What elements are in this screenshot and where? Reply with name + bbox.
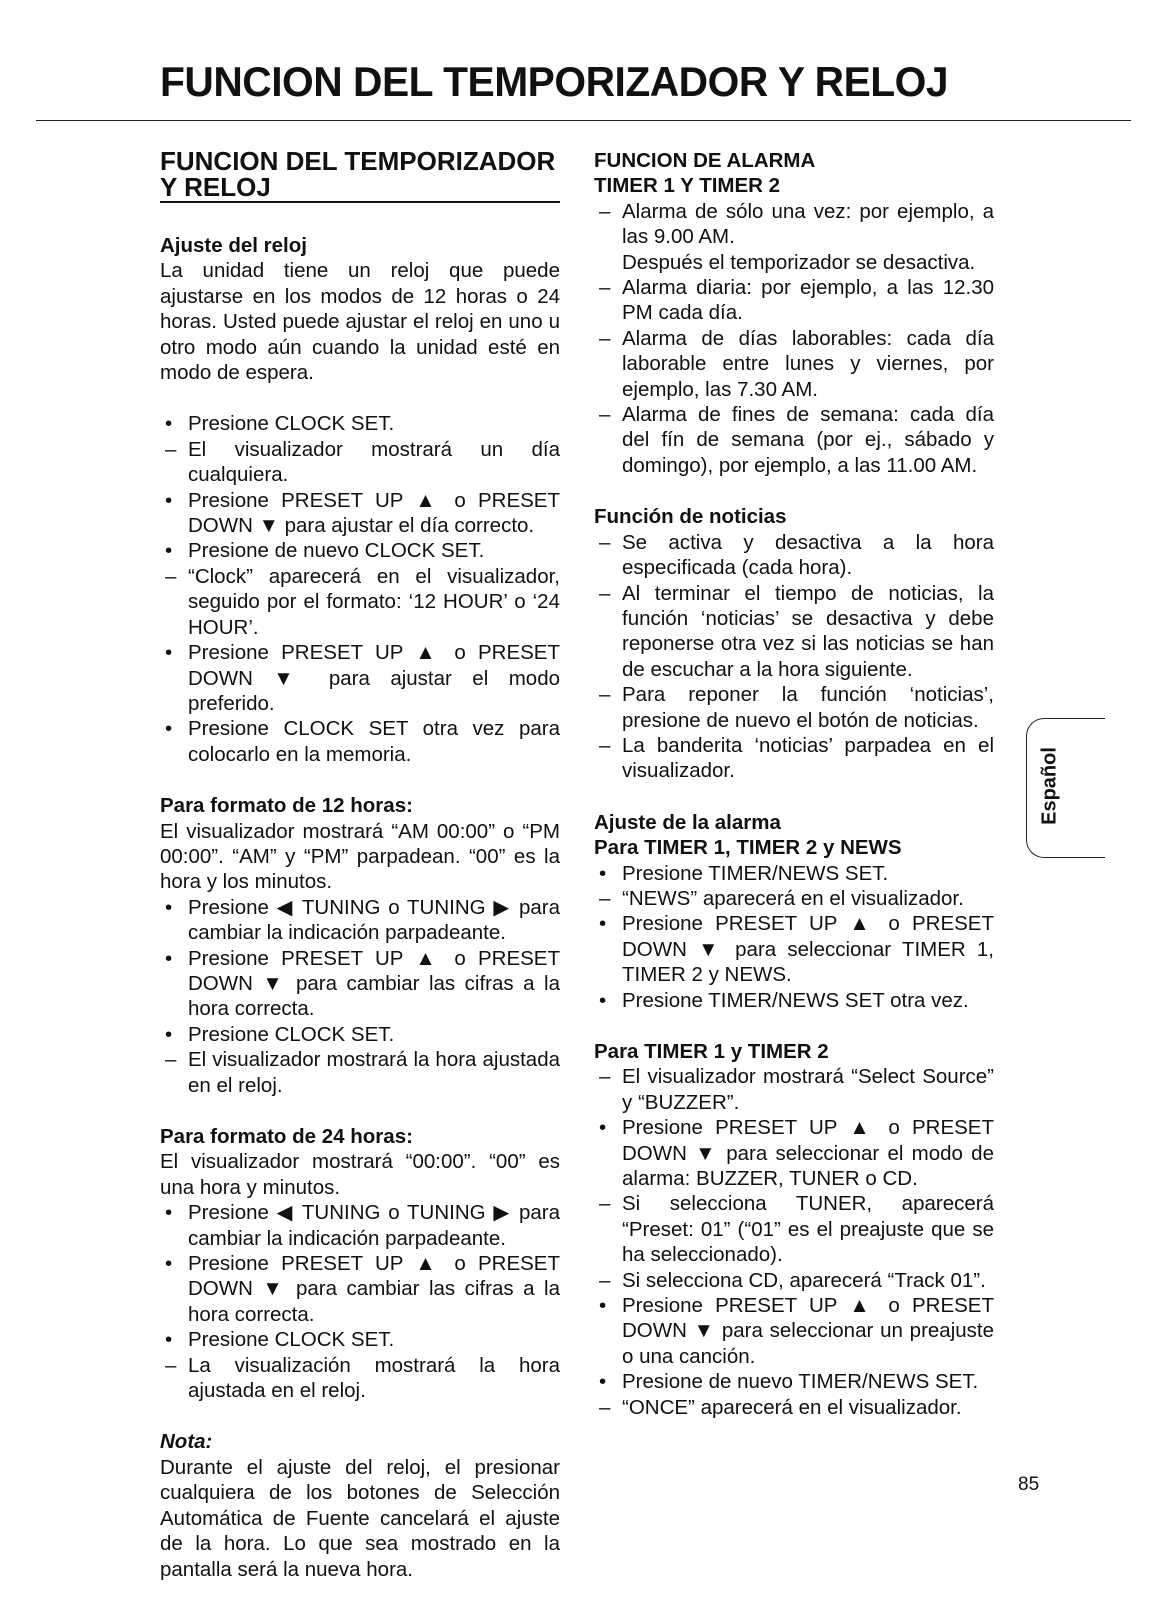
list-marker: – xyxy=(599,530,611,554)
list-marker: • xyxy=(165,1201,173,1225)
list-item-text: Alarma de fines de semana: cada día del fín de semana (por ej., sábado y domingo), por ejemplo, a las 11.00 AM. xyxy=(622,403,994,477)
list-marker: • xyxy=(599,912,607,936)
list-marker: – xyxy=(165,1048,177,1072)
list-marker: – xyxy=(599,199,611,223)
format-12-heading: Para formato de 12 horas: xyxy=(160,794,413,818)
list-item xyxy=(160,895,560,946)
list-item xyxy=(160,437,560,488)
note-heading: Nota: xyxy=(160,1430,213,1454)
timer-steps xyxy=(594,1064,994,1420)
list-marker: • xyxy=(599,861,607,885)
list-item xyxy=(160,1327,560,1352)
list-item xyxy=(594,275,994,326)
list-item xyxy=(160,716,560,767)
list-item-text: Presione PRESET UP ▲ o PRESET DOWN ▼ para seleccionar el modo de alarma: BUZZER, TUNER o CD. xyxy=(622,1116,994,1191)
list-item xyxy=(594,1293,994,1369)
format-12-steps xyxy=(160,895,560,1098)
list-item-text: El visualizador mostrará “Select Source” y “BUZZER”. xyxy=(622,1065,994,1114)
list-marker: – xyxy=(599,733,611,757)
page-number: 85 xyxy=(1018,1474,1040,1495)
list-marker: • xyxy=(599,1370,607,1394)
list-item xyxy=(594,326,994,402)
list-item-text: Presione CLOCK SET. xyxy=(188,412,395,436)
list-marker: • xyxy=(165,1328,173,1352)
list-marker: – xyxy=(165,437,177,461)
list-marker: • xyxy=(599,1116,607,1140)
list-item xyxy=(160,1200,560,1251)
list-item-text: Presione ◀ TUNING o TUNING ▶ para cambiar la indicación parpadeante. xyxy=(188,1201,560,1250)
alarm-heading: FUNCION DE ALARMA TIMER 1 Y TIMER 2 xyxy=(594,149,816,198)
section-title: FUNCION DEL TEMPORIZADOR Y RELOJ xyxy=(160,148,560,203)
list-marker: • xyxy=(165,1022,173,1046)
list-item xyxy=(594,1115,994,1191)
format-24-steps xyxy=(160,1200,560,1403)
list-item xyxy=(160,1353,560,1404)
list-item xyxy=(594,581,994,683)
list-item xyxy=(594,733,994,784)
list-item-text: La visualización mostrará la hora ajustada en el reloj. xyxy=(188,1353,560,1403)
list-marker: – xyxy=(599,403,611,427)
list-item xyxy=(160,1022,560,1047)
list-item xyxy=(160,946,560,1022)
list-marker: • xyxy=(165,1252,173,1276)
list-item-text: Presione PRESET UP ▲ o PRESET DOWN ▼ para ajustar el modo preferido. xyxy=(188,641,560,715)
list-marker: – xyxy=(165,1353,177,1377)
clock-steps xyxy=(160,411,560,767)
list-marker: – xyxy=(599,581,611,605)
clock-intro: La unidad tiene un reloj que puede ajustarse en los modos de 12 horas o 24 horas. Usted puede ajustar el reloj en uno u otro modo aún cuando la unidad esté en modo de espera. xyxy=(160,259,560,385)
list-item xyxy=(160,564,560,640)
list-marker: • xyxy=(599,988,607,1012)
alarm-items xyxy=(594,199,994,478)
list-item-text: Presione CLOCK SET. xyxy=(188,1022,395,1046)
list-item xyxy=(160,411,560,436)
news-heading: Función de noticias xyxy=(594,505,787,529)
clock-heading: Ajuste del reloj xyxy=(160,234,307,257)
list-item-text: Presione CLOCK SET otra vez para colocarlo en la memoria. xyxy=(188,717,560,766)
list-item xyxy=(594,1369,994,1394)
list-item xyxy=(594,402,994,478)
timer-heading: Para TIMER 1 y TIMER 2 xyxy=(594,1040,829,1063)
list-marker: – xyxy=(599,1065,611,1089)
list-item-text: “Clock” aparecerá en el visualizador, seguido por el formato: ‘12 HOUR’ o ‘24 HOUR’. xyxy=(188,564,560,639)
list-marker: • xyxy=(165,412,173,436)
list-item-text: Después el temporizador se desactiva. xyxy=(622,250,976,274)
list-marker: – xyxy=(599,1268,611,1292)
news-items xyxy=(594,530,994,784)
list-item-text: “NEWS” aparecerá en el visualizador. xyxy=(622,886,964,910)
list-marker: – xyxy=(599,326,611,350)
list-item xyxy=(594,199,994,250)
list-item-text: Presione TIMER/NEWS SET otra vez. xyxy=(622,988,969,1012)
list-item xyxy=(594,886,994,911)
list-item-text: Se activa y desactiva a la hora especificada (cada hora). xyxy=(622,530,994,580)
list-item-text: El visualizador mostrará un día cualquiera. xyxy=(188,437,560,487)
list-item xyxy=(594,1268,994,1293)
list-item xyxy=(594,1191,994,1267)
list-item-text: Al terminar el tiempo de noticias, la función ‘noticias’ se desactiva y debe reponerse otra vez si las noticias se han de escuchar a la hora siguiente. xyxy=(622,581,994,681)
list-item-text: La banderita ‘noticias’ parpadea en el visualizador. xyxy=(622,733,994,783)
title-rule xyxy=(36,120,1131,121)
alarm-set-steps xyxy=(594,861,994,1013)
list-marker: • xyxy=(599,1294,607,1318)
list-item-text: Presione PRESET UP ▲ o PRESET DOWN ▼ para ajustar el día correcto. xyxy=(188,488,560,538)
list-item-text: El visualizador mostrará la hora ajustada en el reloj. xyxy=(188,1048,560,1097)
list-item xyxy=(594,250,994,275)
list-item xyxy=(594,530,994,581)
format-24-heading: Para formato de 24 horas: xyxy=(160,1125,413,1148)
list-marker: – xyxy=(165,564,177,588)
list-item xyxy=(160,640,560,716)
list-item-text: Para reponer la función ‘noticias’, presione de nuevo el botón de noticias. xyxy=(622,683,994,732)
list-marker: • xyxy=(165,946,173,970)
list-item-text: Presione PRESET UP ▲ o PRESET DOWN ▼ para seleccionar un preajuste o una canción. xyxy=(622,1294,994,1368)
format-12-intro: El visualizador mostrará “AM 00:00” o “PM 00:00”. “AM” y “PM” parpadean. “00” es la hora y los minutos. xyxy=(160,819,560,894)
list-marker: • xyxy=(165,539,173,563)
list-item xyxy=(160,538,560,563)
list-item xyxy=(160,1047,560,1098)
list-item-text: Si selecciona CD, aparecerá “Track 01”. xyxy=(622,1268,986,1292)
right-column xyxy=(594,148,994,1420)
alarm-set-heading: Ajuste de la alarma Para TIMER 1, TIMER 2 y NEWS xyxy=(594,810,902,860)
list-item xyxy=(594,988,994,1013)
list-marker: – xyxy=(599,886,611,910)
list-item xyxy=(160,488,560,539)
list-marker: – xyxy=(599,276,611,300)
page-title: FUNCION DEL TEMPORIZADOR Y RELOJ xyxy=(160,58,949,105)
list-item xyxy=(594,1064,994,1115)
list-item-text: Presione TIMER/NEWS SET. xyxy=(622,861,889,885)
list-item-text: Alarma diaria: por ejemplo, a las 12.30 PM cada día. xyxy=(622,276,994,325)
list-item xyxy=(594,861,994,886)
list-item-text: Presione ◀ TUNING o TUNING ▶ para cambiar la indicación parpadeante. xyxy=(188,895,560,945)
list-marker: • xyxy=(165,488,173,512)
list-marker: – xyxy=(599,1192,611,1216)
list-item-text: “ONCE” aparecerá en el visualizador. xyxy=(622,1395,962,1419)
note-text: Durante el ajuste del reloj, el presionar cualquiera de los botones de Selección Automática de Fuente cancelará el ajuste de la hora. Lo que sea mostrado en la pantalla será la nueva hora. xyxy=(160,1455,560,1581)
list-marker: • xyxy=(165,717,173,741)
list-item xyxy=(160,1251,560,1327)
list-item-text: Alarma de sólo una vez: por ejemplo, a las 9.00 AM. xyxy=(622,199,994,249)
list-item-text: Presione PRESET UP ▲ o PRESET DOWN ▼ para seleccionar TIMER 1, TIMER 2 y NEWS. xyxy=(622,912,994,987)
list-marker: – xyxy=(599,683,611,707)
list-item xyxy=(594,1395,994,1420)
format-24-intro: El visualizador mostrará “00:00”. “00” es una hora y minutos. xyxy=(160,1150,560,1199)
list-item xyxy=(594,682,994,733)
list-item-text: Presione PRESET UP ▲ o PRESET DOWN ▼ para cambiar las cifras a la hora correcta. xyxy=(188,1252,560,1326)
list-item-text: Presione CLOCK SET. xyxy=(188,1328,395,1352)
list-marker: • xyxy=(165,895,173,919)
list-item-text: Presione de nuevo TIMER/NEWS SET. xyxy=(622,1370,979,1394)
list-item-text: Si selecciona TUNER, aparecerá “Preset: 01” (“01” es el preajuste que se ha seleccionado). xyxy=(622,1192,994,1267)
list-item xyxy=(594,911,994,987)
list-item-text: Presione PRESET UP ▲ o PRESET DOWN ▼ para cambiar las cifras a la hora correcta. xyxy=(188,946,560,1021)
list-item-text: Presione de nuevo CLOCK SET. xyxy=(188,539,485,563)
list-item-text: Alarma de días laborables: cada día laborable entre lunes y viernes, por ejemplo, las 7.30 AM. xyxy=(622,326,994,401)
list-marker: – xyxy=(599,1395,611,1419)
list-marker: • xyxy=(165,641,173,665)
left-column xyxy=(160,148,560,1582)
